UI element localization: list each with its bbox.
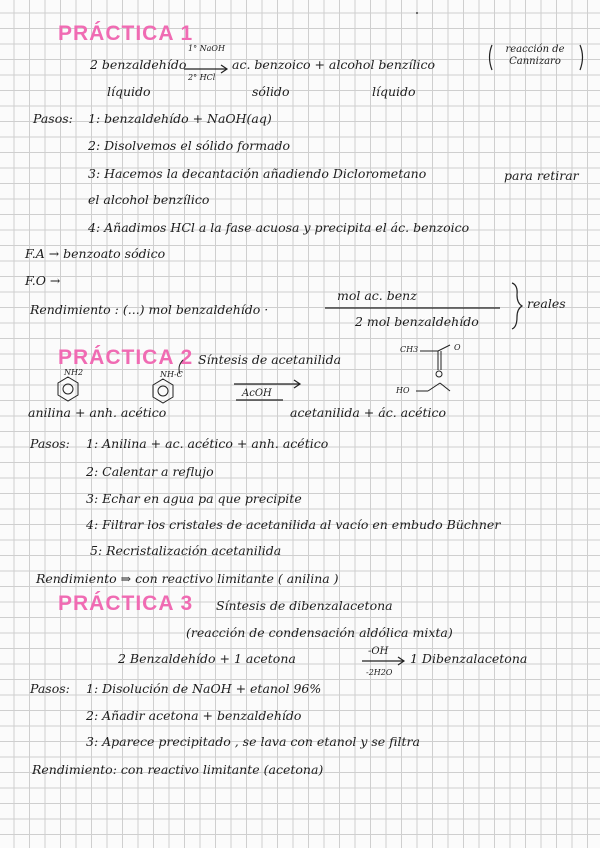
p2-ch3-label: CH3 bbox=[400, 345, 419, 354]
practice-3-title: PRÁCTICA 3 bbox=[58, 592, 194, 615]
p2-step-3: 3: Echar en agua pa que precipite bbox=[86, 491, 302, 506]
p2-o-label: O bbox=[454, 343, 461, 352]
p1-state-3: líquido bbox=[372, 84, 416, 99]
p2-acetanilide-structure bbox=[153, 360, 183, 403]
practice-1-title: PRÁCTICA 1 bbox=[58, 22, 194, 45]
p3-reagent-top: -OH bbox=[368, 646, 389, 657]
p1-yield-brace bbox=[512, 283, 522, 329]
p1-reaction-name: reacción de Cannizaro bbox=[505, 44, 565, 67]
p3-reagent-bottom: -2H2O bbox=[366, 668, 393, 677]
p2-steps-label: Pasos: bbox=[30, 436, 70, 451]
p1-state-2: sólido bbox=[252, 84, 290, 99]
p1-yield-numerator: mol ac. benz bbox=[337, 288, 417, 303]
p2-step-4: 4: Filtrar los cristales de acetanilida al vacío en embudo Büchner bbox=[86, 517, 501, 532]
p1-products: ac. benzoico + alcohol benzílico bbox=[232, 57, 435, 72]
p3-step-2: 2: Añadir acetona + benzaldehído bbox=[86, 708, 302, 723]
p1-reagent-top: 1° NaOH bbox=[188, 44, 225, 53]
p1-state-1: líquido bbox=[107, 84, 151, 99]
p2-yield: Rendimiento ⇒ con reactivo limitante ( anilina ) bbox=[36, 571, 339, 586]
practice-2-title: PRÁCTICA 2 bbox=[58, 346, 194, 369]
p3-steps-label: Pasos: bbox=[30, 681, 70, 696]
p1-yield-denominator: 2 mol benzaldehído bbox=[355, 314, 479, 329]
p2-step-2: 2: Calentar a reflujo bbox=[86, 464, 214, 479]
p2-step-5: 5: Recristalización acetanilida bbox=[90, 543, 282, 558]
p3-subtitle: Síntesis de dibenzalacetona bbox=[216, 598, 393, 613]
p2-reaction-arrow bbox=[234, 380, 300, 400]
p3-reaction-arrow bbox=[362, 657, 404, 665]
p1-step-3-cont: para retirar bbox=[504, 168, 579, 183]
p3-product: 1 Dibenzalacetona bbox=[410, 651, 528, 666]
p2-aniline-structure bbox=[58, 377, 78, 401]
p1-step-4: 4: Añadimos HCl a la fase acuosa y precipita el ác. benzoico bbox=[88, 220, 470, 235]
p2-nh2-label: NH2 bbox=[64, 368, 84, 377]
p2-nh-label: NH-C bbox=[160, 370, 183, 379]
p1-step-3: 3: Hacemos la decantación añadiendo Diclorometano bbox=[88, 166, 427, 181]
p2-products: acetanilida + ác. acético bbox=[290, 405, 447, 420]
p3-reaction-type: (reacción de condensación aldólica mixta) bbox=[186, 625, 453, 640]
p1-reagent-bottom: 2° HCl bbox=[188, 73, 216, 82]
p2-ho-label: HO bbox=[396, 386, 410, 395]
p1-steps-label: Pasos: bbox=[33, 111, 73, 126]
p2-anhydride-structure bbox=[416, 345, 450, 391]
p2-reagent: AcOH bbox=[242, 388, 272, 399]
p1-reaction-name-brackets bbox=[490, 45, 583, 70]
p3-yield: Rendimiento: con reactivo limitante (acetona) bbox=[32, 762, 324, 777]
p1-fo: F.O → bbox=[25, 273, 61, 288]
p3-step-3: 3: Aparece precipitado , se lava con etanol y se filtra bbox=[86, 734, 420, 749]
p1-yield-note: reales bbox=[527, 296, 566, 311]
p3-reactants: 2 Benzaldehído + 1 acetona bbox=[118, 651, 296, 666]
p2-step-1: 1: Anilina + ac. acético + anh. acético bbox=[86, 436, 329, 451]
p1-step-2: 2: Disolvemos el sólido formado bbox=[88, 138, 291, 153]
p1-reactant: 2 benzaldehído bbox=[90, 57, 187, 72]
dot-mark bbox=[416, 12, 418, 14]
p2-subtitle: Síntesis de acetanilida bbox=[198, 352, 342, 367]
p1-step-1: 1: benzaldehído + NaOH(aq) bbox=[88, 111, 272, 126]
p3-step-1: 1: Disolución de NaOH + etanol 96% bbox=[86, 681, 322, 696]
p1-step-3-line2: el alcohol benzílico bbox=[88, 192, 210, 207]
p1-yield-label: Rendimiento : (...) mol benzaldehído · bbox=[30, 302, 269, 317]
p2-reaction: anilina + anh. acético bbox=[28, 405, 167, 420]
p1-fa: F.A → benzoato sódico bbox=[25, 246, 166, 261]
p1-reaction-arrow bbox=[184, 65, 227, 73]
